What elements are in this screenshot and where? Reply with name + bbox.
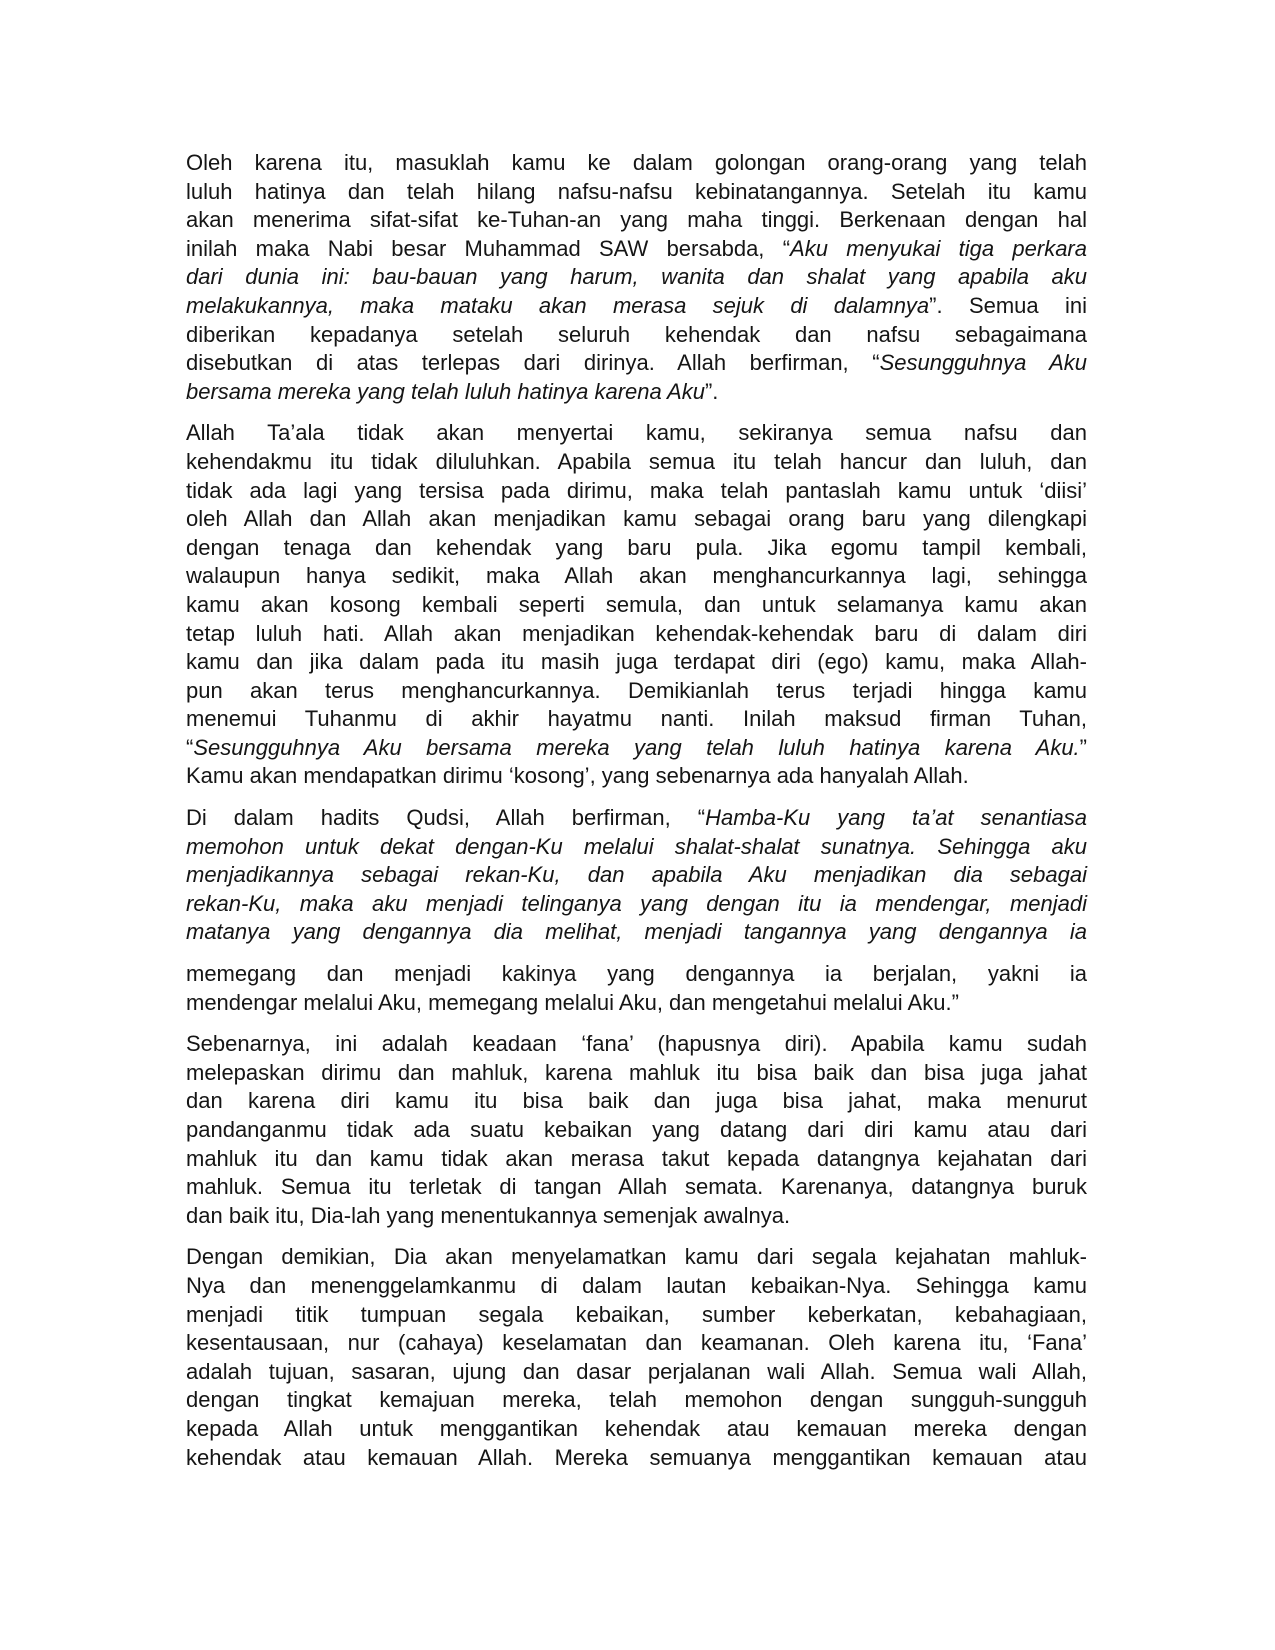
text-line [186,620,1087,649]
text-line [186,419,1087,448]
text-run: melepaskan dirimu dan mahluk, karena mahluk itu bisa baik dan bisa juga jahat [186,1059,1087,1085]
text-line [186,705,1087,734]
text-run: kamu dan jika dalam pada itu masih juga terdapat diri (ego) kamu, maka Allah- [186,649,1087,675]
text-run: pun akan terus menghancurkannya. Demikianlah terus terjadi hingga kamu [186,677,1087,703]
text-run: rekan-Ku, maka aku menjadi telinganya yang dengan itu ia mendengar, menjadi [186,890,1087,916]
text-run: menjadikannya sebagai rekan-Ku, dan apabila Aku menjadikan dia sebagai [186,862,1087,888]
text-run: mahluk itu dan kamu tidak akan merasa takut kepada datangnya kejahatan dari [186,1145,1087,1171]
text-line [186,149,1087,178]
text-line [186,1030,1087,1059]
text-run: dengan tenaga dan kehendak yang baru pula. Jika egomu tampil kembali, [186,534,1087,560]
text-line [186,1059,1087,1088]
text-run: memohon untuk dekat dengan-Ku melalui shalat-shalat sunatnya. Sehingga aku [186,833,1087,859]
text-run: Allah Ta’ala tidak akan menyertai kamu, sekiranya semua nafsu dan [186,420,1087,446]
text-run: mahluk. Semua itu terletak di tangan Allah semata. Karenanya, datangnya buruk [186,1174,1087,1200]
text-run: Hamba-Ku yang ta’at senantiasa [705,805,1087,831]
text-run: Di dalam hadits Qudsi, Allah berfirman, “ [186,805,706,831]
text-run: pandanganmu tidak ada suatu kebaikan yang datang dari diri kamu atau dari [186,1117,1087,1142]
text-run: Sesungguhnya Aku bersama mereka yang telah luluh hatinya karena Aku. [193,734,1080,760]
text-run: Kamu akan mendapatkan dirimu ‘kosong’, yang sebenarnya ada hanyalah Allah. [186,763,969,789]
text-run: oleh Allah dan Allah akan menjadikan kamu sebagai orang baru yang dilengkapi [186,506,1087,532]
text-line [186,648,1087,677]
text-line [186,1116,1087,1145]
text-line [186,235,1087,264]
text-line [186,734,1087,763]
text-line [186,178,1087,207]
paragraph [186,1243,1087,1472]
text-line [186,1329,1087,1358]
text-line [186,534,1087,563]
text-line [186,677,1087,706]
text-run: kamu akan kosong kembali seperti semula, dan untuk selamanya kamu akan [186,591,1087,617]
text-run: tidak ada lagi yang tersisa pada dirimu, maka telah pantaslah kamu untuk ‘diisi’ [186,477,1087,503]
text-line [186,833,1087,862]
text-line [186,591,1087,620]
text-line [186,1087,1087,1116]
text-run: kepada Allah untuk menggantikan kehendak atau kemauan mereka dengan [186,1415,1087,1441]
text-run: tetap luluh hati. Allah akan menjadikan kehendak-kehendak baru di dalam diri [186,620,1087,646]
text-line [186,292,1087,321]
text-run: dengan tingkat kemajuan mereka, telah memohon dengan sungguh-sungguh [186,1387,1087,1413]
text-line [186,1415,1087,1444]
text-line [186,1358,1087,1387]
paragraph [186,419,1087,791]
text-run: Aku menyukai tiga perkara [790,235,1087,261]
paragraph [186,804,1087,947]
text-run: Nya dan menenggelamkanmu di dalam lautan kebaikan-Nya. Sehingga kamu [186,1272,1087,1298]
text-run: akan menerima sifat-sifat ke-Tuhan-an yang maha tinggi. Berkenaan dengan hal [186,207,1087,233]
text-line [186,448,1087,477]
text-run: menjadi titik tumpuan segala kebaikan, sumber keberkatan, kebahagiaan, [186,1301,1087,1327]
paragraph [186,960,1087,1017]
text-line [186,1272,1087,1301]
text-run: dari dunia ini: bau-bauan yang harum, wanita dan shalat yang apabila aku [186,264,1087,290]
text-run: kesentausaan, nur (cahaya) keselamatan dan keamanan. Oleh karena itu, ‘Fana’ [186,1330,1087,1356]
text-line [186,206,1087,235]
text-line [186,378,1087,407]
text-run: “ [186,734,194,760]
text-line [186,1444,1087,1473]
text-run: kehendak atau kemauan Allah. Mereka semuanya menggantikan kemauan atau [186,1444,1087,1470]
text-run: kehendakmu itu tidak diluluhkan. Apabila semua itu telah hancur dan luluh, dan [186,448,1087,474]
text-line [186,1301,1087,1330]
text-line [186,349,1087,378]
text-line [186,562,1087,591]
text-line [186,762,1087,791]
text-line [186,1243,1087,1272]
text-run: memegang dan menjadi kakinya yang dengannya ia berjalan, yakni ia [186,961,1087,987]
text-run: melakukannya, maka mataku akan merasa sejuk di dalamnya [186,292,930,318]
text-run: Dengan demikian, Dia akan menyelamatkan kamu dari segala kejahatan mahluk- [186,1244,1087,1270]
text-line [186,1202,1087,1231]
text-line [186,1145,1087,1174]
text-line [186,505,1087,534]
text-line [186,263,1087,292]
text-run: dan baik itu, Dia-lah yang menentukannya semenjak awalnya. [186,1202,791,1228]
text-run: diberikan kepadanya setelah seluruh kehendak dan nafsu sebagaimana [186,321,1087,347]
text-line [186,918,1087,947]
text-run: disebutkan di atas terlepas dari dirinya. Allah berfirman, “ [186,350,880,376]
text-run: ”. [704,378,719,404]
paragraph [186,149,1087,406]
text-run: walaupun hanya sedikit, maka Allah akan menghancurkannya lagi, sehingga [186,563,1087,589]
text-run: ” [1079,734,1087,760]
text-line [186,477,1087,506]
paragraph [186,1030,1087,1230]
text-run: bersama mereka yang telah luluh hatinya karena Aku [186,378,705,404]
text-line [186,1386,1087,1415]
text-run: Sesungguhnya Aku [879,350,1088,376]
text-run: menemui Tuhanmu di akhir hayatmu nanti. Inilah maksud firman Tuhan, [186,706,1087,732]
text-line [186,804,1087,833]
text-line [186,1173,1087,1202]
text-run: mendengar melalui Aku, memegang melalui Aku, dan mengetahui melalui Aku.” [186,989,959,1015]
text-line [186,890,1087,919]
text-run: ”. Semua ini [929,292,1087,318]
text-run: Sebenarnya, ini adalah keadaan ‘fana’ (hapusnya diri). Apabila kamu sudah [186,1031,1087,1057]
text-line [186,321,1087,350]
text-run: luluh hatinya dan telah hilang nafsu-nafsu kebinatangannya. Setelah itu kamu [186,178,1087,204]
text-run: matanya yang dengannya dia melihat, menjadi tangannya yang dengannya ia [186,919,1087,945]
text-run: inilah maka Nabi besar Muhammad SAW bersabda, “ [186,235,791,261]
text-line [186,861,1087,890]
page-text [186,149,1087,1485]
text-run: adalah tujuan, sasaran, ujung dan dasar perjalanan wali Allah. Semua wali Allah, [186,1358,1087,1384]
text-line [186,960,1087,989]
text-run: Oleh karena itu, masuklah kamu ke dalam golongan orang-orang yang telah [186,150,1087,175]
text-line [186,989,1087,1018]
text-run: dan karena diri kamu itu bisa baik dan juga bisa jahat, maka menurut [186,1088,1087,1114]
